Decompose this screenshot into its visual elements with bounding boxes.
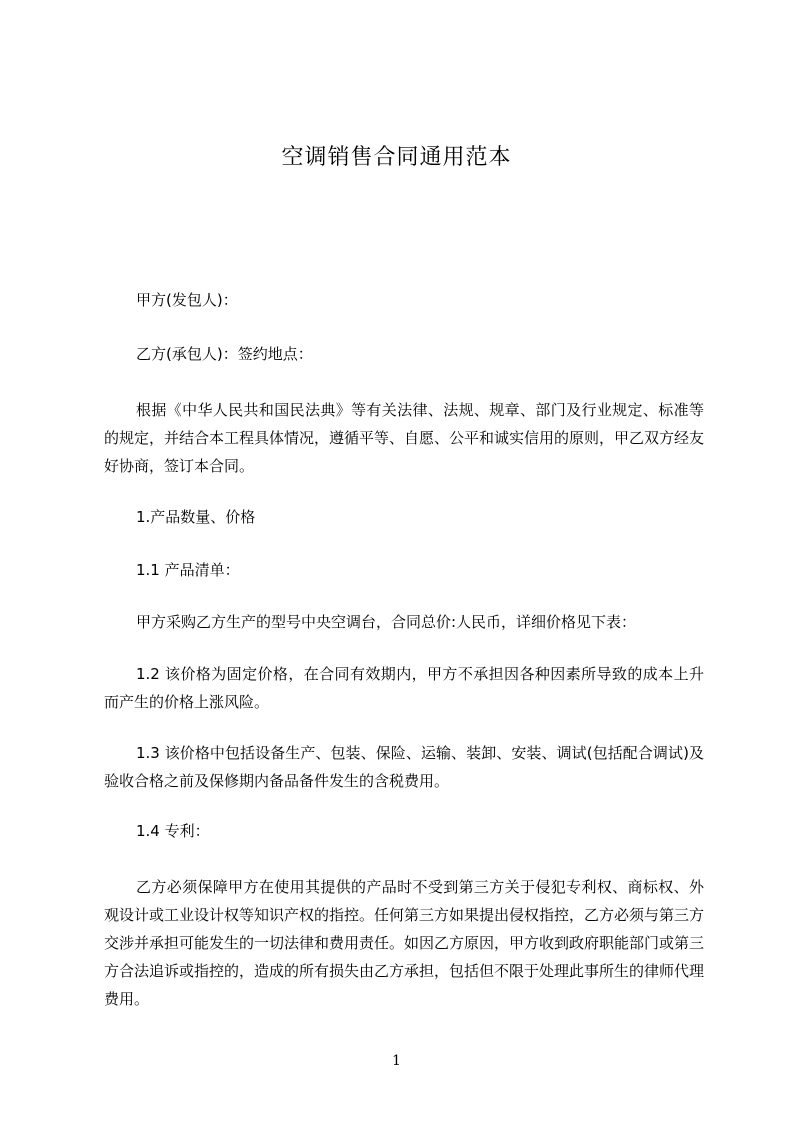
clause-1-1-text: 甲方采购乙方生产的型号中央空调台，合同总价:人民币，详细价格见下表： [136,613,637,631]
clause-1-4-heading: 1.4 专利： [136,822,210,840]
party-a-line: 甲方(发包人)： [136,291,238,309]
clause-1-4-text: 乙方必须保障甲方在使用其提供的产品时不受到第三方关于侵犯专利权、商标权、外观设计或工业设计权等知识产权的指控。任何第三方如果提出侵权指控，乙方必须与第三方交涉并承担可能发生的一切法律和费用责任。如因乙方原因，甲方收到政府职能部门或第三方合法追诉或指控的，造成的所有损失由乙方承担，包括但不限于处理此事所生的律师代理费用。 [104,878,705,1008]
document-title: 空调销售合同通用范本 [281,145,512,170]
page-number: 1 [392,1053,401,1069]
party-b-line: 乙方(承包人)：签约地点： [136,345,313,363]
clause-1-2-text: 1.2 该价格为固定价格，在合同有效期内，甲方不承担因各种因素所导致的成本上升而产生的价格上涨风险。 [104,665,704,711]
preamble-paragraph: 根据《中华人民共和国民法典》等有关法律、法规、规章、部门及行业规定、标准等的规定，并结合本工程具体情况，遵循平等、自愿、公平和诚实信用的原则，甲乙双方经友好协商，签订本合同。 [104,401,705,475]
section-heading-1: 1.产品数量、价格 [136,508,256,526]
clause-1-3-text: 1.3 该价格中包括设备生产、包装、保险、运输、装卸、安装、调试(包括配合调试)及验收合格之前及保修期内备品备件发生的含税费用。 [104,744,704,790]
clause-1-1-heading: 1.1 产品清单： [136,561,240,579]
